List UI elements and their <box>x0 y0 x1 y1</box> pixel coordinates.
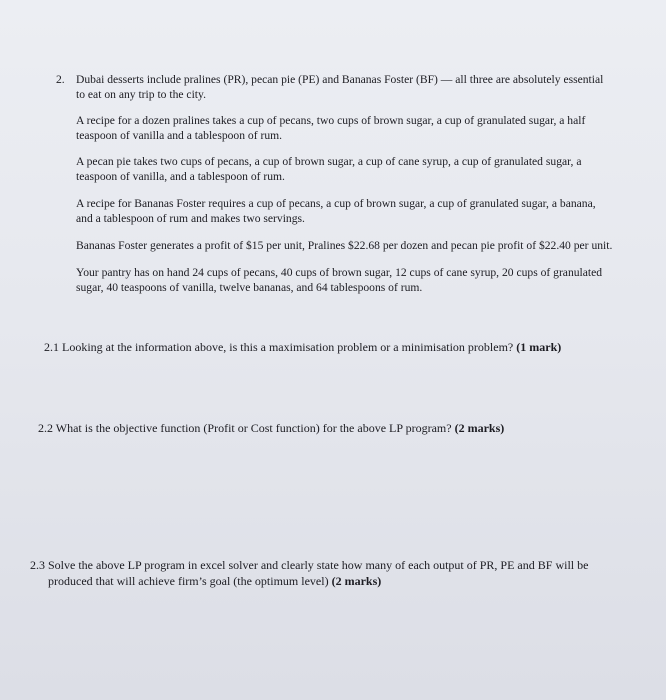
paragraph-bananas-foster <box>76 196 646 226</box>
paragraph-pralines <box>76 113 646 143</box>
subquestion-text: 2.3 Solve the above LP program in excel solver and clearly state how many of each output of PR, PE and BF will be <box>30 558 589 572</box>
paragraph-line: A recipe for Bananas Foster requires a cup of pecans, a cup of brown sugar, a cup of granulated sugar, a banana, <box>76 197 596 210</box>
marks-label: (1 mark) <box>516 340 562 354</box>
paragraph-pecan-pie <box>76 154 646 184</box>
subquestion-text: 2.1 Looking at the information above, is this a maximisation problem or a minimisation problem? <box>44 340 514 354</box>
subquestion-text: 2.2 What is the objective function (Profit or Cost function) for the above LP program? <box>38 421 452 435</box>
subquestion-2-3 <box>30 557 655 589</box>
paragraph-profit <box>76 238 646 253</box>
paragraph-line: and a tablespoon of rum and makes two servings. <box>76 212 305 225</box>
marks-label: (2 marks) <box>454 421 505 435</box>
paragraph-line: Your pantry has on hand 24 cups of pecans, 40 cups of brown sugar, 12 cups of cane syrup, 20 cups of granulated <box>76 266 603 279</box>
paragraph-pantry <box>76 265 646 295</box>
question-2-line: to eat on any trip to the city. <box>76 88 206 101</box>
question-2-line: Dubai desserts include pralines (PR), pecan pie (PE) and Bananas Foster (BF) — all three are absolutely essential <box>76 73 604 86</box>
question-number: 2. <box>56 73 65 86</box>
paragraph-line: A pecan pie takes two cups of pecans, a cup of brown sugar, a cup of cane syrup, a cup of granulated sugar, a <box>76 155 582 168</box>
paragraph-line: teaspoon of vanilla, and a tablespoon of rum. <box>76 170 285 183</box>
question-2 <box>56 72 646 102</box>
paragraph-line: Bananas Foster generates a profit of $15 per unit, Pralines $22.68 per dozen and pecan pie profit of $22.40 per unit. <box>76 239 613 252</box>
subquestion-2-1 <box>44 339 644 355</box>
subquestion-2-2 <box>38 420 648 436</box>
paragraph-line: sugar, 40 teaspoons of vanilla, twelve bananas, and 64 tablespoons of rum. <box>76 281 423 294</box>
paragraph-line: A recipe for a dozen pralines takes a cup of pecans, two cups of brown sugar, a cup of granulated sugar, a half <box>76 114 586 127</box>
paragraph-line: teaspoon of vanilla and a tablespoon of rum. <box>76 129 283 142</box>
marks-label: (2 marks) <box>331 574 382 588</box>
subquestion-text: produced that will achieve firm’s goal (the optimum level) <box>48 574 329 588</box>
